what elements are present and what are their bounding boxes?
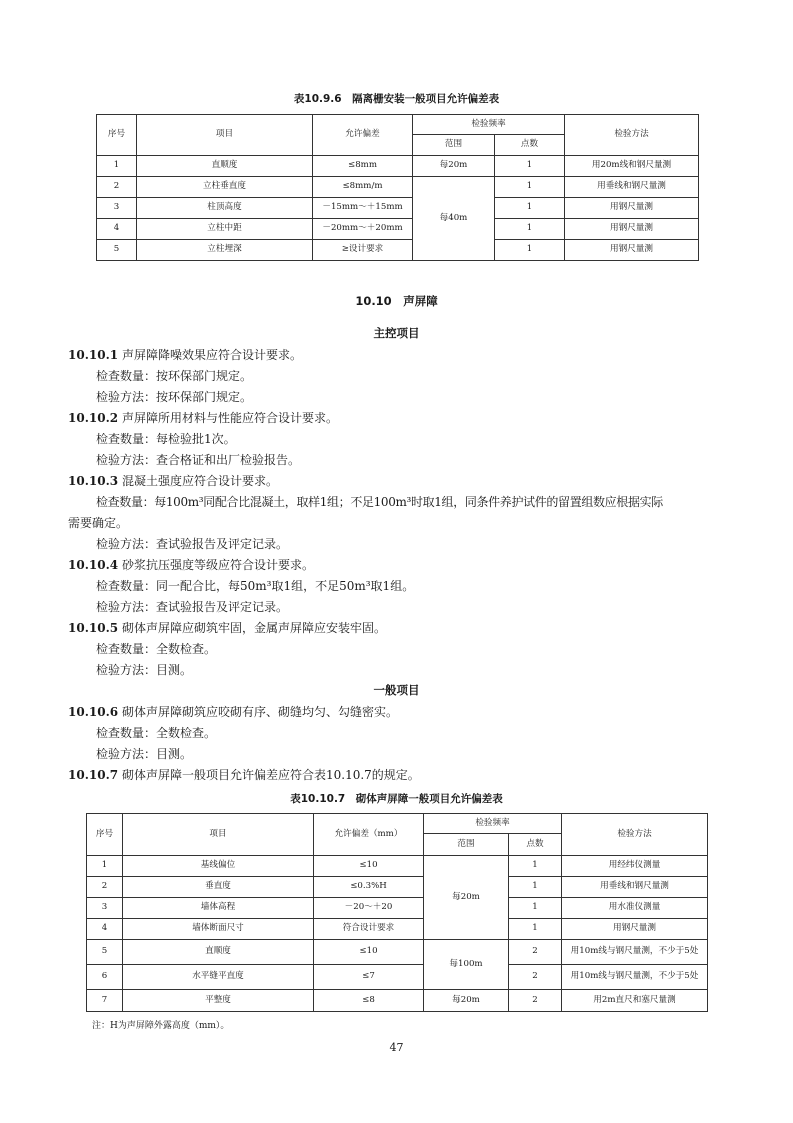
table2-caption: 表10.10.7 砌体声屏障一般项目允许偏差表: [290, 793, 503, 805]
table1-caption: 表10.9.6 隔离栅安装一般项目允许偏差表: [293, 93, 500, 105]
clause-line: 10.10.5 砌体声屏障应砌筑牢固，金属声屏障应安装牢固。: [68, 621, 387, 635]
table-row: 1 基线偏位 ≤10 每20m 1 用经纬仪测量: [87, 856, 708, 877]
clause-line: 10.10.7 砌体声屏障一般项目允许偏差应符合表10.10.7的规定。: [68, 768, 420, 782]
clause-line: 检查数量：每100m³同配合比混凝土，取样1组；不足100m³时取1组，同条件养护试件的留置组数应根据实际: [96, 495, 663, 509]
main-items-heading: 主控项目: [373, 326, 420, 340]
table1-header-range: 范围: [413, 135, 495, 156]
clause-line: 检验方法：目测。: [96, 747, 193, 761]
table2-header-freq: 检验频率: [424, 814, 562, 834]
table2-header-no: 序号: [87, 814, 123, 856]
table-row: 4 立柱中距 －20mm～＋20mm 1 用钢尺量测: [97, 219, 699, 240]
table1: [96, 114, 699, 261]
clause-line: 10.10.4 砂浆抗压强度等级应符合设计要求。: [68, 558, 315, 572]
table2-header-points: 点数: [509, 834, 562, 856]
table1-header-method: 检验方法: [565, 115, 699, 156]
clause-line: 10.10.1 声屏障降噪效果应符合设计要求。: [68, 348, 303, 362]
table1-header-tolerance: 允许偏差: [313, 115, 413, 156]
clause-line: 检查数量：全数检查。: [96, 726, 217, 740]
table2-header-tolerance: 允许偏差（mm）: [314, 814, 424, 856]
clause-line: 检验方法：查试验报告及评定记录。: [96, 600, 289, 614]
clause-line: 检验方法：查合格证和出厂检验报告。: [96, 453, 301, 467]
table1-header-item: 项目: [137, 115, 313, 156]
table-row: 6 水平缝平直度 ≤7 2 用10m线与钢尺量测，不少于5处: [87, 965, 708, 990]
table2-note: 注：H为声屏障外露高度（mm）。: [92, 1021, 230, 1031]
table-row: 5 直顺度 ≤10 每100m 2 用10m线与钢尺量测，不少于5处: [87, 940, 708, 965]
clause-line: 检验方法：查试验报告及评定记录。: [96, 537, 289, 551]
clause-line: 检查数量：同一配合比，每50m³取1组，不足50m³取1组。: [96, 579, 415, 593]
clause-line: 10.10.6 砌体声屏障砌筑应咬砌有序、砌缝均匀、勾缝密实。: [68, 705, 399, 719]
clause-line: 10.10.2 声屏障所用材料与性能应符合设计要求。: [68, 411, 339, 425]
table-row: 7 平整度 ≤8 每20m 2 用2m直尺和塞尺量测: [87, 990, 708, 1012]
table-row: 1 直顺度 ≤8mm 每20m 1 用20m线和钢尺量测: [97, 156, 699, 177]
table-row: 2 立柱垂直度 ≤8mm/m 每40m 1 用垂线和钢尺量测: [97, 177, 699, 198]
clause-line: 检验方法：目测。: [96, 663, 193, 677]
table-row: 3 柱顶高度 －15mm～＋15mm 1 用钢尺量测: [97, 198, 699, 219]
table2-header-item: 项目: [123, 814, 314, 856]
general-items-heading: 一般项目: [373, 683, 420, 697]
clause-line: 10.10.3 混凝土强度应符合设计要求。: [68, 474, 279, 488]
section-title: 10.10 声屏障: [355, 294, 438, 308]
clause-line: 需要确定。: [68, 516, 129, 530]
clause-line: 检查数量：每检验批1次。: [96, 432, 236, 446]
page-number: 47: [389, 1041, 404, 1054]
clause-line: 检验方法：按环保部门规定。: [96, 390, 253, 404]
table2-header-method: 检验方法: [562, 814, 708, 856]
table1-header-no: 序号: [97, 115, 137, 156]
table1-header-points: 点数: [495, 135, 565, 156]
table-row: 2 垂直度 ≤0.3%H 1 用垂线和钢尺量测: [87, 877, 708, 898]
table2-header-range: 范围: [424, 834, 509, 856]
clause-line: 检查数量：全数检查。: [96, 642, 217, 656]
table-row: 4 墙体断面尺寸 符合设计要求 1 用钢尺量测: [87, 919, 708, 940]
table-row: 5 立柱埋深 ≥设计要求 1 用钢尺量测: [97, 240, 699, 261]
table2: [86, 813, 708, 1012]
clause-line: 检查数量：按环保部门规定。: [96, 369, 253, 383]
table-row: 3 墙体高程 －20～＋20 1 用水准仪测量: [87, 898, 708, 919]
table1-header-freq: 检验频率: [413, 115, 565, 135]
